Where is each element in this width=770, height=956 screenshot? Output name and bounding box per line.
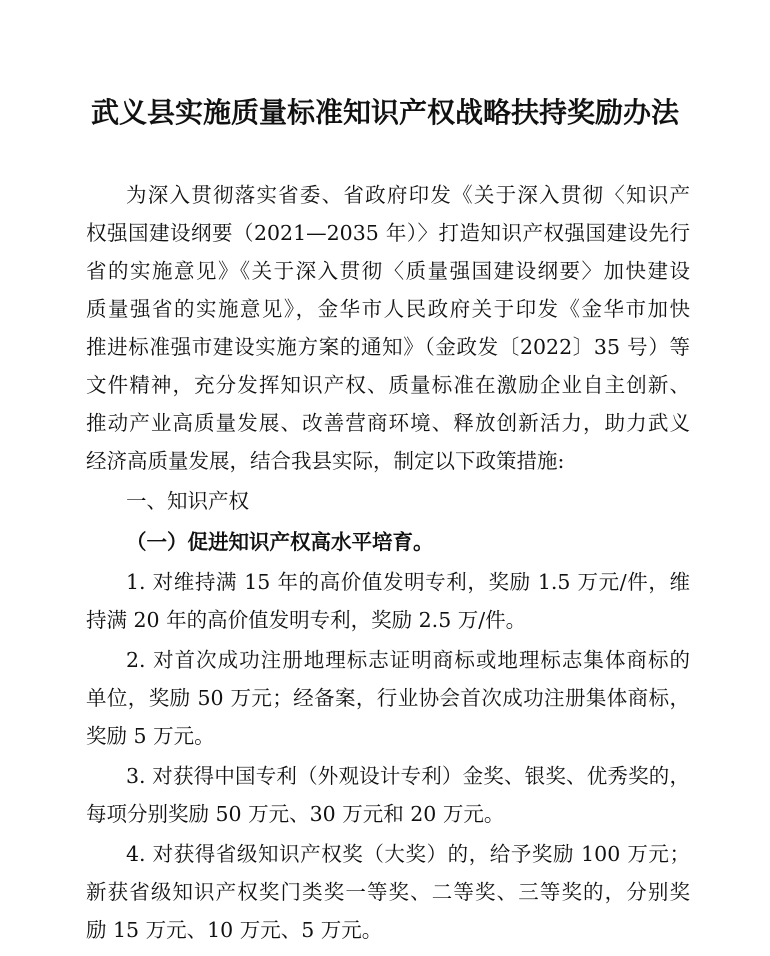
item-line: 4. 对获得省级知识产权奖（大奖）的，给予奖励 100 万元； bbox=[126, 842, 690, 866]
item-line: 持满 20 年的高价值发明专利，奖励 2.5 万/件。 bbox=[86, 608, 527, 632]
document-title: 武义县实施质量标准知识产权战略扶持奖励办法 bbox=[90, 96, 679, 129]
item-line: 3. 对获得中国专利（外观设计专利）金奖、银奖、优秀奖的， bbox=[126, 764, 690, 788]
intro-line: 推动产业高质量发展、改善营商环境、释放创新活力，助力武义 bbox=[86, 411, 690, 435]
intro-line: 经济高质量发展，结合我县实际，制定以下政策措施: bbox=[86, 449, 565, 473]
section-heading: 一、知识产权 bbox=[126, 489, 249, 513]
intro-line: 省的实施意见》《关于深入贯彻〈质量强国建设纲要〉加快建设 bbox=[86, 259, 690, 283]
intro-line: 文件精神，充分发挥知识产权、质量标准在激励企业自主创新、 bbox=[86, 373, 690, 397]
subsection-heading: （一）促进知识产权高水平培育。 bbox=[126, 530, 434, 554]
item-line: 励 15 万元、10 万元、5 万元。 bbox=[86, 918, 383, 942]
intro-line: 质量强省的实施意见》，金华市人民政府关于印发《金华市加快 bbox=[86, 297, 690, 321]
item-line: 1. 对维持满 15 年的高价值发明专利，奖励 1.5 万元/件，维 bbox=[126, 570, 690, 594]
item-line: 每项分别奖励 50 万元、30 万元和 20 万元。 bbox=[86, 802, 505, 826]
item-line: 单位，奖励 50 万元；经备案，行业协会首次成功注册集体商标， bbox=[86, 686, 690, 710]
intro-line: 权强国建设纲要（2021—2035 年）〉打造知识产权强国建设先行 bbox=[86, 221, 690, 245]
intro-line: 为深入贯彻落实省委、省政府印发《关于深入贯彻〈知识产 bbox=[126, 183, 690, 207]
intro-line: 推进标准强市建设实施方案的通知》（金政发〔2022〕35 号）等 bbox=[86, 335, 690, 359]
item-line: 奖励 5 万元。 bbox=[86, 724, 215, 748]
item-line: 新获省级知识产权奖门类奖一等奖、二等奖、三等奖的，分别奖 bbox=[86, 880, 690, 904]
item-line: 2. 对首次成功注册地理标志证明商标或地理标志集体商标的 bbox=[126, 648, 690, 672]
